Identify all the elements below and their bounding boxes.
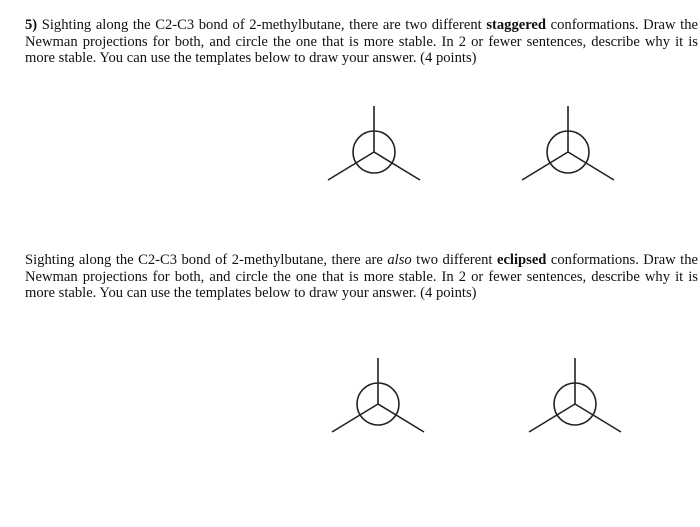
question-text-part-b: two different — [411, 252, 497, 268]
newman-template-eclipsed-1[interactable] — [328, 352, 428, 442]
newman-template-staggered-1[interactable] — [324, 100, 424, 190]
question-number: 5) — [25, 17, 38, 33]
bond-lower-left — [529, 404, 575, 432]
newman-projection-drawing — [518, 100, 618, 190]
question-text-part-b: conformations. Draw the Newman projections for both, and circle the one that is more stable. In 2 or fewer sentences, describe why it is more stable. You can use the templates below to draw your answer. (4 points) — [25, 17, 698, 66]
keyword-staggered: staggered — [486, 17, 547, 33]
newman-projection-drawing — [525, 352, 625, 442]
bond-lower-right — [374, 152, 420, 180]
bond-lower-left — [522, 152, 568, 180]
newman-template-staggered-2[interactable] — [518, 100, 618, 190]
bond-lower-left — [332, 404, 378, 432]
question-5-staggered — [25, 17, 698, 67]
bond-lower-right — [378, 404, 424, 432]
question-text-part-c: conformations. Draw the Newman projections for both, and circle the one that is more stable. In 2 or fewer sentences, describe why it is more stable. You can use the templates below to draw your answer. (4 points) — [25, 252, 699, 301]
question-text-part-a: Sighting along the C2-C3 bond of 2-methylbutane, there are two different — [41, 17, 487, 33]
question-text-part-a: Sighting along the C2-C3 bond of 2-methylbutane, there are — [25, 252, 388, 268]
newman-projection-drawing — [324, 100, 424, 190]
keyword-eclipsed: eclipsed — [496, 252, 547, 268]
bond-lower-right — [575, 404, 621, 432]
newman-projection-drawing — [328, 352, 428, 442]
question-eclipsed — [25, 252, 698, 302]
keyword-also: also — [387, 252, 412, 268]
bond-lower-left — [328, 152, 374, 180]
bond-lower-right — [568, 152, 614, 180]
newman-template-eclipsed-2[interactable] — [525, 352, 625, 442]
